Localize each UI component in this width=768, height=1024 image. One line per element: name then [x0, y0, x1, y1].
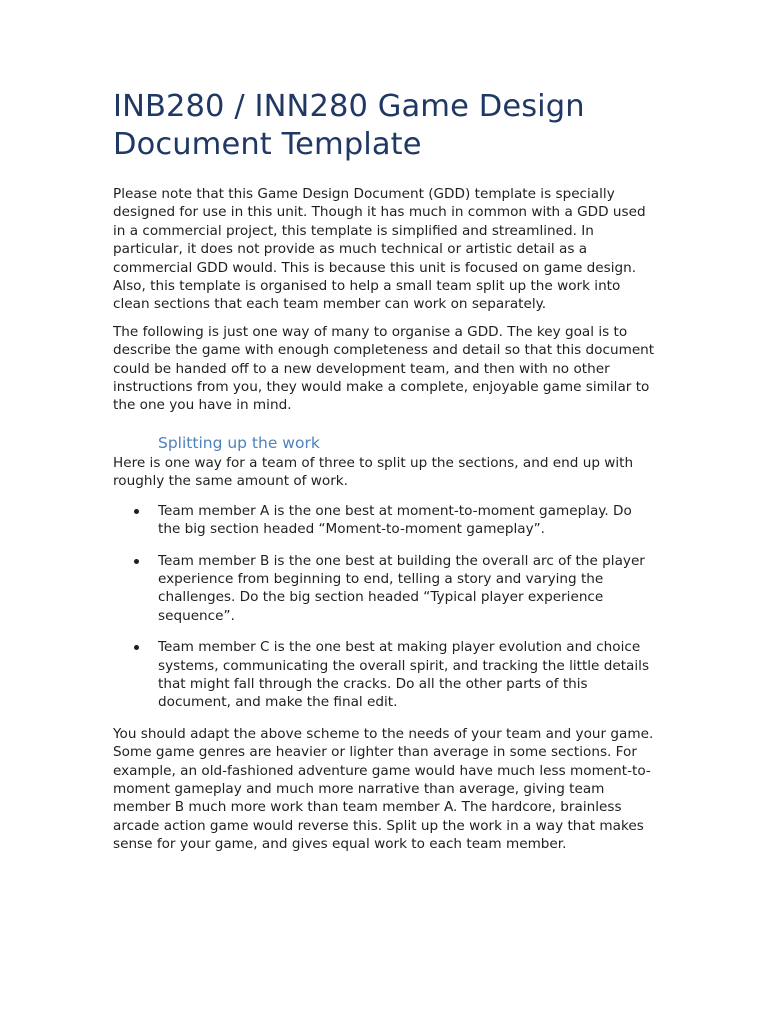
bullet-text: Team member A is the one best at moment-to-moment gameplay. Do the big section headed “Moment-to-moment gameplay”.: [158, 502, 632, 538]
bullet-text: Team member B is the one best at building the overall arc of the player experience from beginning to end, telling a story and varying the challenges. Do the big section headed “Typical player experience sequence”.: [158, 552, 645, 624]
bullet-item-team-member-b: [113, 552, 658, 626]
intro-paragraph-1: Please note that this Game Design Document (GDD) template is specially designed for use in this unit. Though it has much in common with a GDD used in a commercial project, this template is simplified and streamlined. In particular, it does not provide as much technical or artistic detail as a commercial GDD would. This is because this unit is focused on game design. Also, this template is organised to help a small team split up the work into clean sections that each team member can work on separately.: [113, 186, 646, 313]
intro-paragraph-2: The following is just one way of many to organise a GDD. The key goal is to describe the game with enough completeness and detail so that this document could be handed off to a new development team, and then with no other instructions from you, they would make a complete, enjoyable game similar to the one you have in mind.: [113, 323, 655, 414]
bullet-item-team-member-c: [113, 638, 658, 712]
bullet-dot-icon: [134, 645, 139, 650]
section-intro-paragraph: Here is one way for a team of three to split up the sections, and end up with roughly the same amount of work.: [113, 454, 634, 490]
closing-paragraph: You should adapt the above scheme to the needs of your team and your game. Some game genres are heavier or lighter than average in some sections. For example, an old-fashioned adventure game would have much less moment-to-moment gameplay and much more narrative than average, giving team member B much more work than team member A. The hardcore, brainless arcade action game would reverse this. Split up the work in a way that makes sense for your game, and gives equal work to each team member.: [113, 725, 654, 853]
bullet-dot-icon: [134, 509, 139, 514]
bullet-dot-icon: [134, 559, 139, 564]
bullet-item-team-member-a: [113, 502, 658, 539]
section-heading-splitting-work: Splitting up the work: [158, 433, 320, 452]
bullet-text: Team member C is the one best at making player evolution and choice systems, communicating the overall spirit, and tracking the little details that might fall through the cracks. Do all the other parts of this document, and make the final edit.: [158, 639, 650, 711]
team-member-bullet-list: [113, 502, 658, 712]
document-page: [113, 88, 658, 863]
document-title: INB280 / INN280 Game Design Document Template: [113, 89, 585, 162]
